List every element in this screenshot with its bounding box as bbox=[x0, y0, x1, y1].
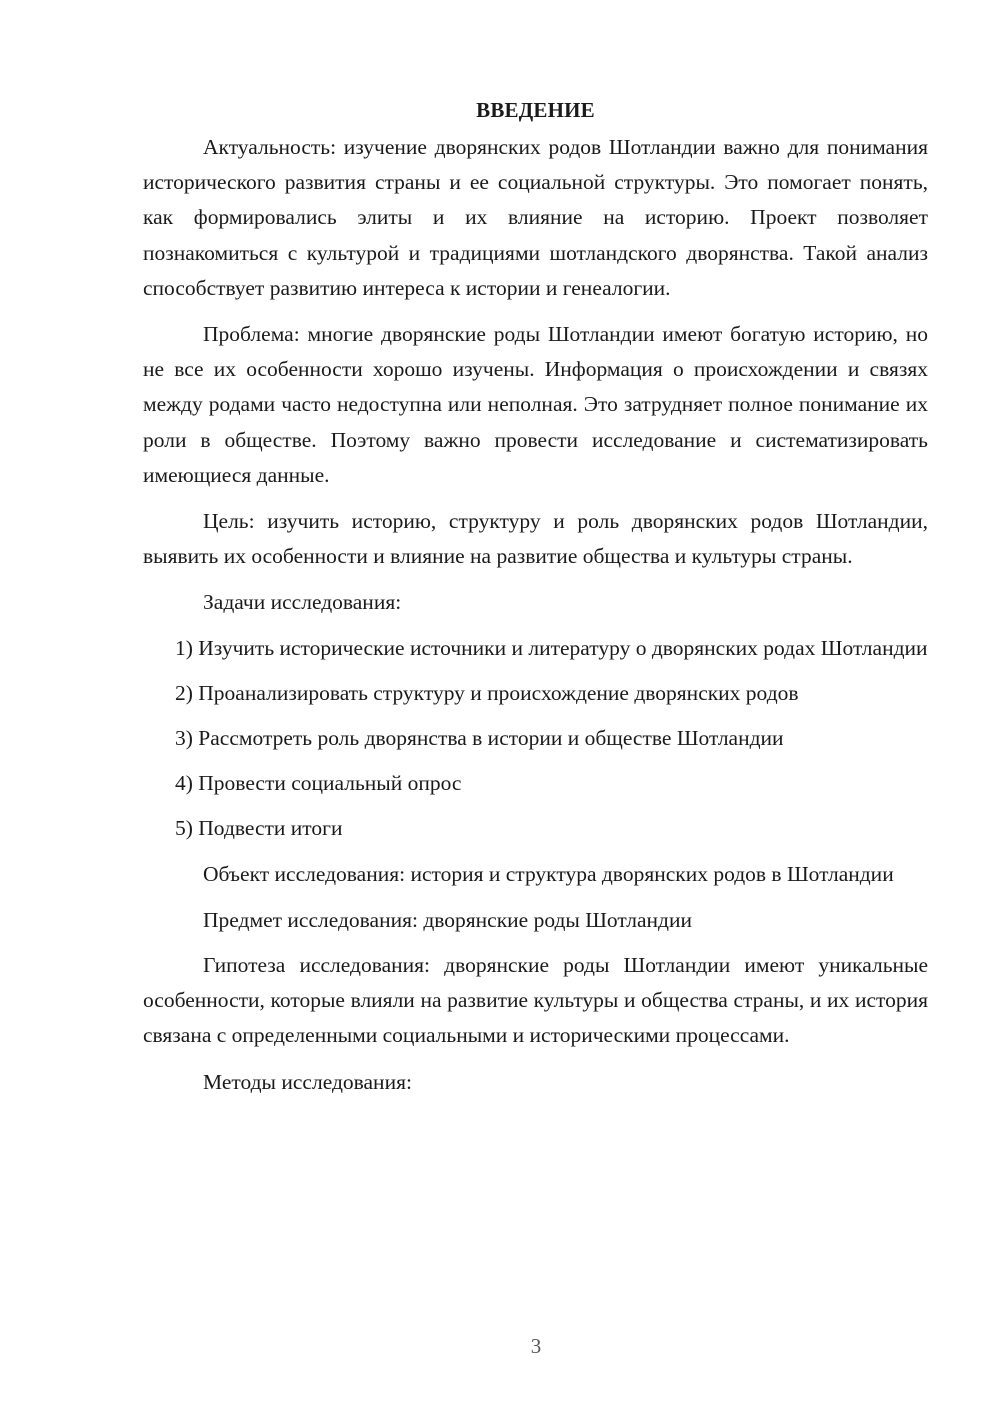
task-item: 1) Изучить исторические источники и литературу о дворянских родах Шотландии bbox=[175, 635, 928, 660]
problem-paragraph: Проблема: многие дворянские роды Шотландии имеют богатую историю, но не все их особенности хорошо изучены. Информация о происхождении и связях между родами часто недоступна или неполная. Это затрудняет полное понимание их роли в обществе. Поэтому важно провести исследование и систематизировать имеющиеся данные. bbox=[143, 322, 928, 487]
methods-title: Методы исследования: bbox=[203, 1069, 412, 1094]
task-item: 2) Проанализировать структуру и происхождение дворянских родов bbox=[175, 680, 799, 705]
subject-paragraph: Предмет исследования: дворянские роды Шотландии bbox=[203, 907, 692, 932]
task-item: 5) Подвести итоги bbox=[175, 816, 343, 841]
relevance-paragraph: Актуальность: изучение дворянских родов Шотландии важно для понимания исторического развития страны и ее социальной структуры. Это помогает понять, как формировались элиты и их влияние на историю. Проект позволяет познакомиться с культурой и традициями шотландского дворянства. Такой анализ способствует развитию интереса к истории и генеалогии. bbox=[143, 135, 928, 300]
tasks-list bbox=[143, 631, 928, 847]
goal-paragraph: Цель: изучить историю, структуру и роль дворянских родов Шотландии, выявить их особенности и влияние на развитие общества и культуры страны. bbox=[143, 509, 928, 569]
section-heading: ВВЕДЕНИЕ bbox=[476, 98, 595, 122]
task-item: 3) Рассмотреть роль дворянства в истории и обществе Шотландии bbox=[175, 726, 784, 751]
document-page bbox=[143, 96, 928, 1110]
tasks-title: Задачи исследования: bbox=[203, 590, 402, 615]
page-number: 3 bbox=[530, 1334, 542, 1358]
task-item: 4) Провести социальный опрос bbox=[175, 771, 462, 796]
object-paragraph: Объект исследования: история и структура дворянских родов в Шотландии bbox=[203, 861, 894, 886]
hypothesis-paragraph: Гипотеза исследования: дворянские роды Шотландии имеют уникальные особенности, которые влияли на развитие культуры и общества страны, и их история связана с определенными социальными и историческими процессами. bbox=[143, 953, 928, 1048]
